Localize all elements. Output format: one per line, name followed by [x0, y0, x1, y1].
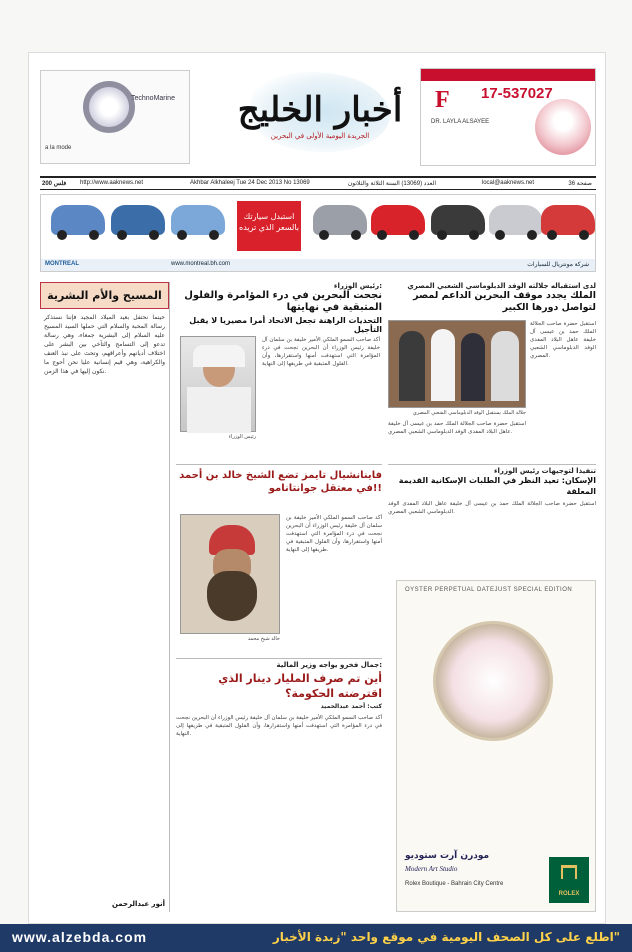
suspect-photo: [180, 514, 280, 634]
page-count: 36 صفحة: [568, 181, 592, 187]
lead-kicker: رئيس الوزراء:: [333, 282, 382, 290]
cars-website[interactable]: www.montreal.bh.com: [171, 261, 231, 267]
rolex-ad[interactable]: [396, 580, 596, 912]
egypt-story[interactable]: [388, 282, 596, 458]
dateline-bar: [40, 176, 596, 190]
housing-body: استقبل حضرة صاحب الجلالة الملك حمد بن عيسى آل خليفة عاهل البلاد المفدى الوفد الدبلوماسي الشعبي المصري.: [388, 501, 596, 515]
budget-body: أكد صاحب السمو الملكي الأمير خليفة بن سلمان آل خليفة رئيس الوزراء أن البحرين نجحت في درء المؤامرة التي استهدفت أمنها واستقرارها، وأن الفلول المتبقية في طريقها إلى النهاية.: [176, 715, 382, 737]
rolex-boutique: Rolex Boutique - Bahrain City Centre: [405, 881, 504, 887]
car-image: [371, 205, 425, 235]
store-name: a la mode: [45, 145, 72, 151]
egypt-body-continued: استقبل حضرة صاحب الجلالة الملك حمد بن عيسى آل خليفة عاهل البلاد المفدى الوفد الدبلوماسي الشعبي المصري.: [388, 421, 526, 435]
car-image: [51, 205, 105, 235]
watch-brand: TechnoMarine: [131, 95, 175, 102]
newspaper-subtitle: الجريدة اليومية الأولى في البحرين: [270, 132, 370, 140]
car-image: [111, 205, 165, 235]
rolex-model: OYSTER PERPETUAL DATEJUST SPECIAL EDITION: [405, 587, 573, 593]
king-photo: [388, 320, 526, 408]
smile-image: [535, 99, 591, 155]
newspaper-title: أخبار الخليج: [237, 90, 403, 130]
housing-kicker: تنفيذا لتوجيهات رئيس الوزراء: [493, 467, 596, 475]
budget-headline[interactable]: أين تم صرف المليار دينار الذي اقترضته الحكومة؟: [218, 672, 382, 700]
watch-image: [83, 81, 135, 133]
cars-promo: استبدل سيارتك بالسعر الذي تريده: [237, 201, 301, 251]
banner-text: اطلع على كل الصحف اليومية في موقع واحد "زبدة الأخبار": [272, 930, 620, 944]
price: 200 فلس: [42, 181, 67, 187]
opinion-body: حينما نحتفل بعيد الميلاد المجيد فإننا نستذكر رسالة المحبة والسلام التي حملها السيد المسيح عليه السلام إلى البشرية جمعاء، وهي رسالة تدعو إلى التسامح والتآخي بين البشر على اختلاف أديانهم وأعراقهم، وتحث على نبذ العنف والكراهية، وهي قيم إنسانية عليا نحن أحوج ما نكون إليها في هذا الزمن.: [44, 314, 165, 375]
watch-ad[interactable]: [40, 70, 190, 164]
king-caption: جلالة الملك يستقبل الوفد الدبلوماسي الشعبي المصري: [412, 410, 526, 416]
studio-arabic: مودرن آرت ستوديو: [405, 851, 490, 861]
rolex-crown-logo: [549, 857, 589, 903]
budget-byline: كتب: أحمد عبدالحميد: [320, 703, 382, 710]
car-image: [431, 205, 485, 235]
dental-ad[interactable]: [420, 68, 596, 166]
banner-url[interactable]: www.alzebda.com: [12, 929, 148, 945]
cars-ad-footer: [41, 259, 595, 271]
budget-kicker: جمال فخرو يواجه وزير المالية:: [276, 661, 382, 669]
newspaper-logo: [230, 72, 410, 158]
egypt-body: استقبل حضرة صاحب الجلالة الملك حمد بن عيسى آل خليفة عاهل البلاد المفدى الوفد الدبلوماسي الشعبي المصري.: [530, 321, 596, 359]
lead-body: أكد صاحب السمو الملكي الأمير خليفة بن سلمان آل خليفة رئيس الوزراء أن البحرين نجحت في درء المؤامرة التي استهدفت أمنها واستقرارها، وأن الفلول المتبقية في طريقها إلى النهاية.: [262, 337, 380, 367]
masthead: [40, 66, 596, 170]
car-image: [171, 205, 225, 235]
cars-ad[interactable]: [40, 194, 596, 272]
lead-headline[interactable]: نجحت البحرين في درء المؤامرة والفلول المتبقية في نهايتها: [184, 290, 382, 313]
egypt-kicker: لدى استقباله جلالته الوفد الدبلوماسي الشعبي المصري: [407, 282, 596, 290]
issue-number: العدد (13069) السنة الثلاثة والثلاثون: [347, 181, 436, 187]
opinion-author: أنور عبدالرحمن: [112, 900, 165, 908]
car-image: [313, 205, 367, 235]
ft-body: أكد صاحب السمو الملكي الأمير خليفة بن سلمان آل خليفة رئيس الوزراء أن البحرين نجحت في درء المؤامرة التي استهدفت أمنها واستقرارها، وأن الفلول المتبقية في طريقها إلى النهاية.: [286, 515, 382, 553]
date-english: Akhbar Alkhaleej Tue 24 Dec 2013 No 13069: [190, 180, 310, 186]
lead-story[interactable]: [176, 282, 382, 458]
watch-dial: [433, 621, 553, 741]
dental-doctor: DR. LAYLA ALSAYEE: [431, 119, 490, 125]
suspect-caption: خالد شيخ محمد: [247, 636, 280, 642]
bottom-banner[interactable]: [0, 924, 632, 952]
housing-story[interactable]: [388, 464, 596, 554]
housing-headline[interactable]: الإسكان: تعيد النظر في الطلبات الإسكانية القديمة المعلقة: [398, 476, 596, 496]
website-url[interactable]: http://www.aaknews.net: [80, 180, 144, 186]
egypt-headline[interactable]: الملك يجدد موقف البحرين الداعم لمصر لتواصل دورها الكبير: [413, 290, 596, 313]
studio-english: Modern Art Studio: [405, 865, 458, 873]
cars-company: شركة مونتريال للسيارات: [527, 262, 589, 268]
ft-headline[interactable]: فاينانشيال تايمز تضع الشيخ خالد بن أحمد في معتقل جوانتانامو!!: [179, 470, 382, 494]
ft-story-headline-box[interactable]: [176, 464, 382, 504]
cars-brand: MONTREAL: [45, 261, 79, 267]
budget-story[interactable]: [176, 658, 382, 912]
rolex-brand: ROLEX: [558, 891, 580, 897]
opinion-column: [40, 282, 170, 912]
dental-ad-bar: [421, 69, 595, 81]
dental-phone: 17-537027: [481, 85, 553, 102]
pm-caption: رئيس الوزراء: [228, 434, 256, 440]
car-image: [489, 205, 543, 235]
crown-icon: [561, 865, 577, 879]
dental-logo-mark: F: [435, 87, 450, 113]
email[interactable]: local@aaknews.net: [481, 180, 534, 186]
pm-photo: [180, 336, 256, 432]
car-image: [541, 205, 595, 235]
lead-subhead: التحديات الراهنة تجعل الاتحاد أمرا مصيريا لا يقبل التأجيل: [189, 316, 382, 334]
opinion-heading[interactable]: المسيح والأم البشرية: [40, 282, 169, 309]
